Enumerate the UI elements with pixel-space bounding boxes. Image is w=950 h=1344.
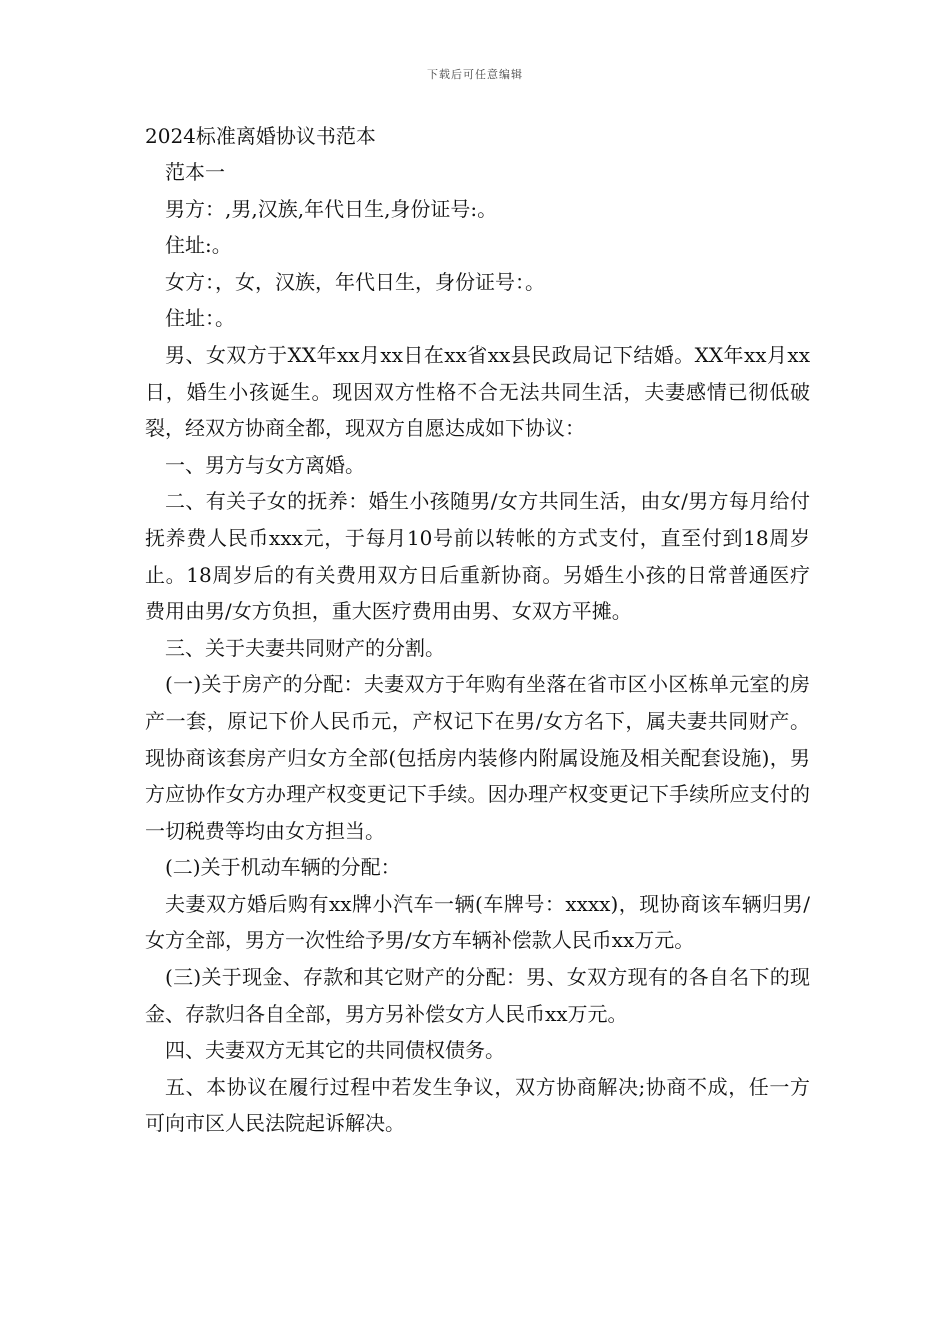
paragraph-sample-label: 范本一 bbox=[165, 160, 225, 184]
paragraph-clause-3-1: (一)关于房产的分配：夫妻双方于年购有坐落在省市区小区栋单元室的房产一套，原记下价人民币元，产权记下在男/女方名下，属夫妻共同财产。现协商该套房产归女方全部(包括房内装修内附属设施及相关配套设施)，男方应协作女方办理产权变更记下手续。因办理产权变更记下手续所应支付的一切税费等均由女方担当。 bbox=[145, 672, 810, 843]
page-header: 下载后可任意编辑 bbox=[427, 68, 523, 81]
paragraph-female-party: 女方：，女，汉族，年代日生，身份证号：。 bbox=[165, 269, 545, 294]
paragraph-clause-5: 五、本协议在履行过程中若发生争议，双方协商解决;协商不成，任一方可向市区人民法院起诉解决。 bbox=[145, 1074, 810, 1136]
paragraph-clause-2: 二、有关子女的抚养：婚生小孩随男/女方共同生活，由女/男方每月给付抚养费人民币xxx元，于每月10号前以转帐的方式支付，直至付到18周岁止。18周岁后的有关费用双方日后重新协商。另婚生小孩的日常普通医疗费用由男/女方负担，重大医疗费用由男、女双方平摊。 bbox=[145, 489, 810, 624]
paragraph-clause-3-2-detail: 夫妻双方婚后购有xx牌小汽车一辆(车牌号：xxxx)，现协商该车辆归男/女方全部，男方一次性给予男/女方车辆补偿款人民币xx万元。 bbox=[145, 891, 810, 953]
paragraph-clause-1: 一、男方与女方离婚。 bbox=[165, 452, 365, 477]
paragraph-clause-4: 四、夫妻双方无其它的共同债权债务。 bbox=[165, 1038, 505, 1063]
document-title: 2024标准离婚协议书范本 bbox=[145, 124, 376, 148]
paragraph-clause-3-2: (二)关于机动车辆的分配： bbox=[165, 855, 401, 880]
paragraph-female-address: 住址：。 bbox=[165, 306, 235, 331]
paragraph-male-party: 男方：,男,汉族,年代日生,身份证号:。 bbox=[165, 196, 498, 221]
paragraph-clause-3-3: (三)关于现金、存款和其它财产的分配：男、女双方现有的各自名下的现金、存款归各自全部，男方另补偿女方人民币xx万元。 bbox=[145, 965, 810, 1026]
paragraph-male-address: 住址:。 bbox=[165, 233, 232, 258]
paragraph-clause-3: 三、关于夫妻共同财产的分割。 bbox=[165, 635, 445, 660]
paragraph-preamble: 男、女双方于XX年xx月xx日在xx省xx县民政局记下结婚。XX年xx月xx日，婚生小孩诞生。现因双方性格不合无法共同生活，夫妻感情已彻低破裂，经双方协商全都，现双方自愿达成如下协议： bbox=[145, 342, 810, 441]
document-body bbox=[145, 118, 810, 1142]
